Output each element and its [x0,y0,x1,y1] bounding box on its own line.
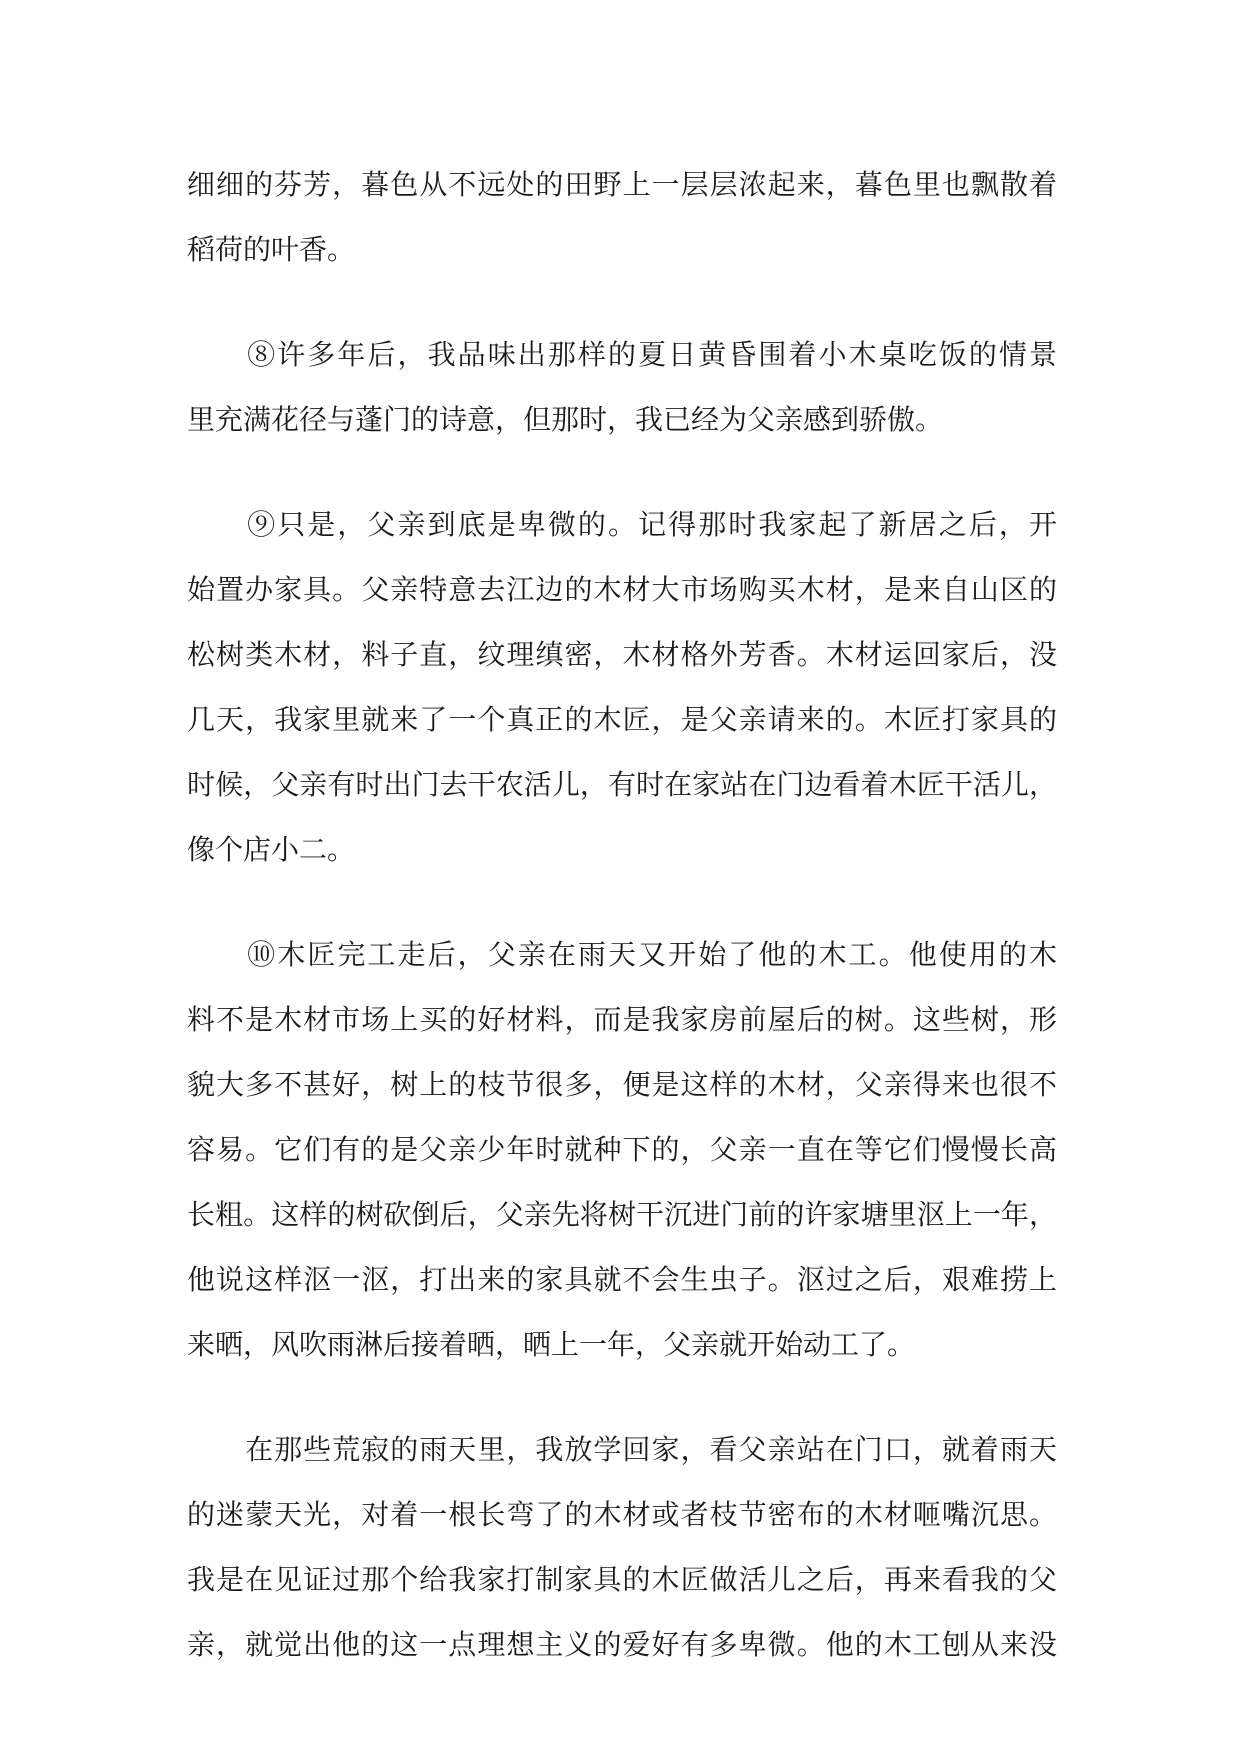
text-line: 来晒，风吹雨淋后接着晒，晒上一年，父亲就开始动工了。 [187,1328,916,1361]
text-line: 时候，父亲有时出门去干农活儿，有时在家站在门边看着木匠干活儿， [187,768,1057,801]
text-line: 在那些荒寂的雨天里，我放学回家，看父亲站在门口，就着雨天 [187,1433,1057,1466]
text-line: 松树类木材，料子直，纹理缜密，木材格外芳香。木材运回家后，没 [187,638,1057,671]
paragraph-8 [187,322,1057,452]
paragraph-rainy-days [187,1417,1057,1677]
text-line: 像个店小二。 [187,833,356,866]
text-line: 亲，就觉出他的这一点理想主义的爱好有多卑微。他的木工刨从来没 [187,1628,1057,1661]
text-line: 我是在见证过那个给我家打制家具的木匠做活儿之后，再来看我的父 [187,1563,1057,1596]
text-line: 几天，我家里就来了一个真正的木匠，是父亲请来的。木匠打家具的 [187,703,1057,736]
text-line: 他说这样沤一沤，打出来的家具就不会生虫子。沤过之后，艰难捞上 [187,1263,1057,1296]
paragraph-10 [187,922,1057,1377]
text-line: 容易。它们有的是父亲少年时就种下的，父亲一直在等它们慢慢长高 [187,1133,1057,1166]
text-line: ⑨只是，父亲到底是卑微的。记得那时我家起了新居之后，开 [187,508,1057,541]
text-line: ⑧许多年后，我品味出那样的夏日黄昏围着小木桌吃饭的情景 [187,338,1057,371]
text-line: 的迷蒙天光，对着一根长弯了的木材或者枝节密布的木材咂嘴沉思。 [187,1498,1057,1531]
text-line: 长粗。这样的树砍倒后，父亲先将树干沉进门前的许家塘里沤上一年， [187,1198,1057,1231]
text-line: 细细的芬芳，暮色从不远处的田野上一层层浓起来，暮色里也飘散着 [187,168,1057,201]
paragraph-9 [187,492,1057,882]
paragraph-continuation [187,152,1057,282]
document-page [187,152,1057,1717]
text-line: 貌大多不甚好，树上的枝节很多，便是这样的木材，父亲得来也很不 [187,1068,1057,1101]
text-line: ⑩木匠完工走后，父亲在雨天又开始了他的木工。他使用的木 [187,938,1057,971]
text-line: 里充满花径与蓬门的诗意，但那时，我已经为父亲感到骄傲。 [187,403,944,436]
text-line: 稻荷的叶香。 [187,233,356,266]
text-line: 料不是木材市场上买的好材料，而是我家房前屋后的树。这些树，形 [187,1003,1057,1036]
text-line: 始置办家具。父亲特意去江边的木材大市场购买木材，是来自山区的 [187,573,1057,606]
